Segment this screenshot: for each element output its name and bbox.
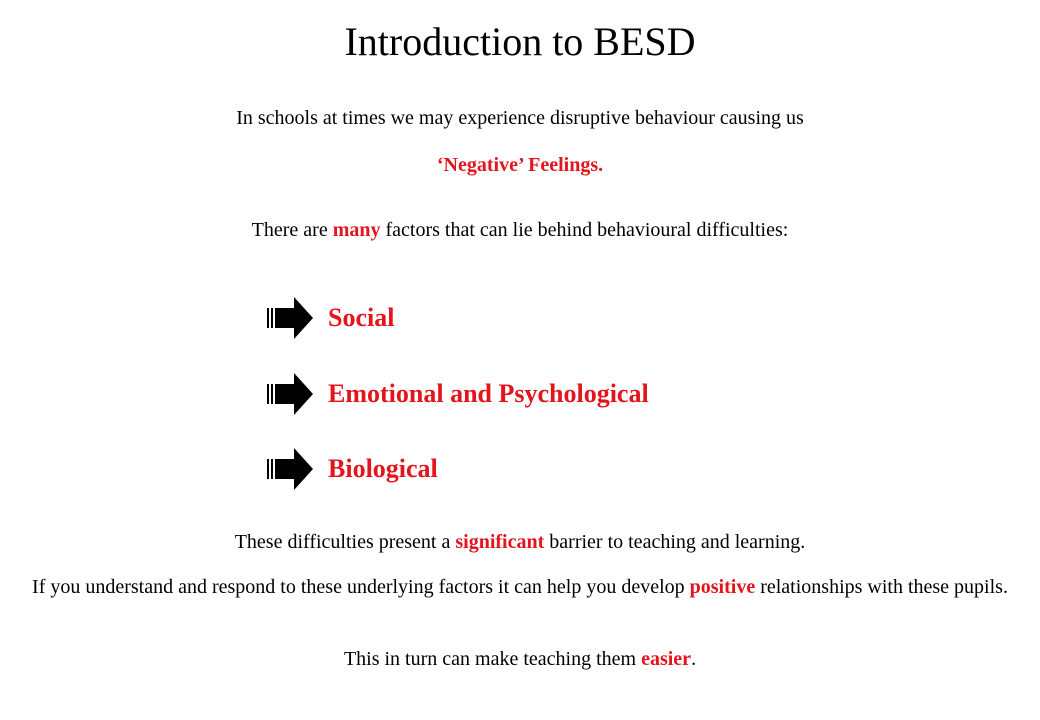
slide-title: Introduction to BESD: [344, 19, 696, 64]
factor-label: Emotional and Psychological: [328, 379, 649, 408]
factors-sentence: [0, 218, 1040, 242]
closing-p1-highlight: significant: [455, 531, 545, 553]
factors-sentence-highlight: many: [332, 219, 381, 241]
closing-p1-before: These difficulties present a: [234, 531, 456, 553]
closing-p2-before: If you understand and respond to these underlying factors it can help you develop: [32, 576, 690, 598]
closing-p3-highlight: easier: [641, 648, 692, 670]
factor-label: Social: [328, 303, 395, 332]
intro-line-2: ‘Negative’ Feelings.: [436, 154, 604, 176]
factor-label: Biological: [328, 454, 438, 483]
right-arrow-icon: [266, 445, 314, 493]
factors-sentence-before: There are: [251, 219, 333, 241]
closing-paragraph-3: [20, 648, 1020, 671]
closing-p2-after: relationships with these pupils.: [755, 576, 1008, 598]
closing-p3-before: This in turn can make teaching them: [343, 648, 642, 670]
closing-paragraph-1: [20, 531, 1020, 554]
closing-paragraph-2: [20, 576, 1020, 599]
factors-sentence-after: factors that can lie behind behavioural difficulties:: [380, 219, 789, 241]
factor-item-biological: [266, 445, 438, 493]
closing-p2-highlight: positive: [689, 576, 756, 598]
right-arrow-icon: [266, 370, 314, 418]
intro-line-1: In schools at times we may experience disruptive behaviour causing us: [236, 107, 804, 129]
closing-p3-after: .: [691, 648, 697, 670]
right-arrow-icon: [266, 294, 314, 342]
factor-item-social: [266, 294, 394, 342]
closing-p1-after: barrier to teaching and learning.: [544, 531, 806, 553]
factor-item-emotional: [266, 370, 649, 418]
